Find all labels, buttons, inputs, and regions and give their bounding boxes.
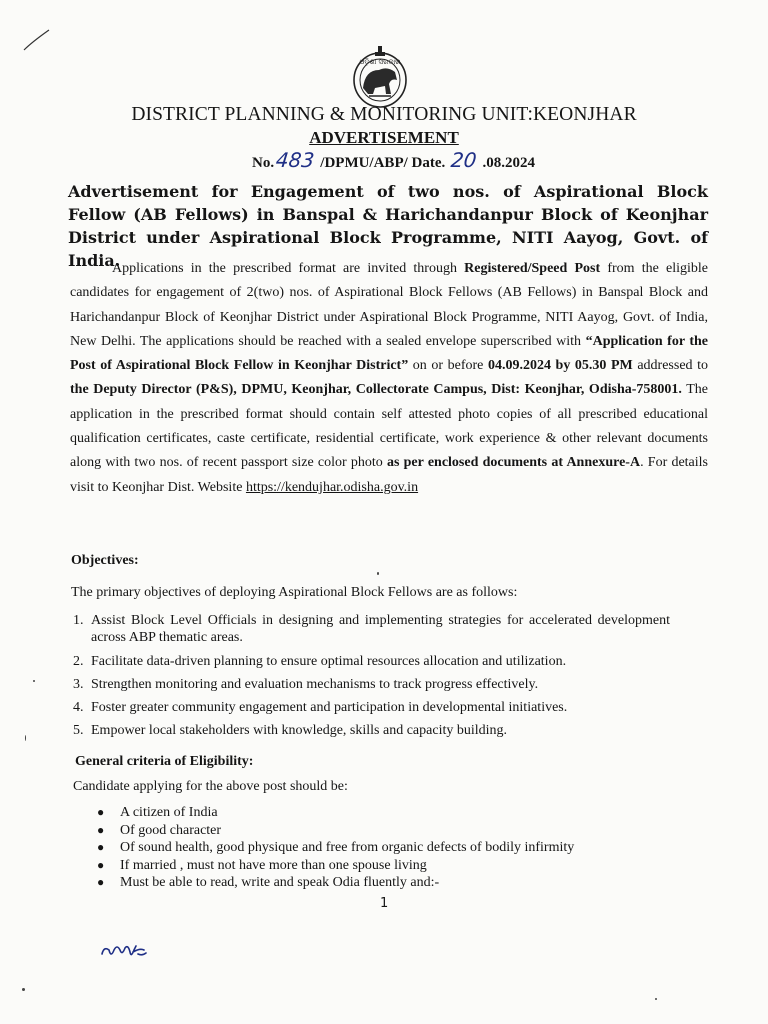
eligibility-intro: Candidate applying for the above post should be:	[73, 779, 348, 794]
ref-prefix: No.	[252, 155, 275, 171]
objective-number: 4.	[73, 700, 84, 715]
objective-number: 3.	[73, 677, 84, 692]
signature-initials-icon	[100, 938, 150, 964]
handwritten-date-day: 20	[449, 148, 478, 172]
eligibility-item	[96, 874, 574, 892]
eligibility-item	[96, 857, 574, 875]
pen-mark-icon	[22, 28, 52, 52]
eligibility-item	[96, 839, 574, 857]
advertisement-subject: Advertisement for Engagement of two nos. of Aspirational Block Fellow (AB Fellows) in Banspal & Harichandanpur Block of Keonjhar District under Aspirational Block Programme, NITI Aayog, Govt. of India.	[68, 182, 708, 270]
objective-number: 5.	[73, 723, 84, 738]
objective-item	[70, 699, 670, 716]
para-bold-post-mode: Registered/Speed Post	[464, 261, 601, 276]
emblem-caption: ଓଡ଼ିଶା ସରକାର	[359, 58, 401, 66]
bullet-icon: ●	[97, 857, 105, 872]
paper-speck	[22, 988, 25, 991]
paper-speck	[33, 680, 35, 682]
advertisement-heading: ADVERTISEMENT	[309, 128, 459, 147]
para-text: The application in the prescribed format should contain self attested photo copies of all prescribed educational qualification certificates, caste certificate, residential certificate, work experience & other relevant documents along with two nos. of recent passport size color photo	[70, 382, 708, 471]
objective-text: Foster greater community engagement and participation in developmental initiatives.	[91, 700, 568, 715]
objectives-heading: Objectives:	[71, 553, 139, 568]
office-title: DISTRICT PLANNING & MONITORING UNIT:KEONJHAR	[131, 104, 637, 125]
bullet-icon: ●	[97, 840, 105, 855]
objective-item	[70, 653, 670, 670]
district-website-link[interactable]: https://kendujhar.odisha.gov.in	[245, 479, 419, 495]
para-bold-envelope-title: “Application for the Post of Aspirational Block Fellow in Keonjhar District”	[70, 333, 708, 374]
objective-item	[70, 676, 670, 693]
objective-text: Strengthen monitoring and evaluation mechanisms to track progress effectively.	[91, 677, 539, 692]
objective-text: Assist Block Level Officials in designing and implementing strategies for accelerated development across ABP thematic areas.	[91, 613, 670, 645]
eligibility-item	[96, 822, 574, 840]
intro-paragraph	[70, 257, 708, 500]
ref-middle: /DPMU/ABP/ Date.	[320, 155, 446, 171]
emblem-icon	[345, 40, 415, 112]
paper-speck	[377, 572, 379, 575]
eligibility-item	[96, 804, 574, 822]
objective-text: Empower local stakeholders with knowledge, skills and capacity building.	[91, 723, 508, 738]
eligibility-text: Of sound health, good physique and free from organic defects of bodily infirmity	[120, 840, 575, 856]
objective-number: 2.	[73, 654, 84, 669]
handwritten-initials	[100, 938, 150, 969]
paper-speck	[655, 998, 657, 1000]
objectives-intro: The primary objectives of deploying Aspirational Block Fellows are as follows:	[71, 585, 518, 600]
odisha-emblem	[345, 40, 415, 112]
eligibility-list	[96, 804, 574, 892]
para-bold-deadline: 04.09.2024 by 05.30 PM	[487, 358, 633, 374]
para-bold-annexure: as per enclosed documents at Annexure-A	[386, 455, 641, 471]
objective-item	[70, 722, 670, 739]
para-text: addressed to	[632, 358, 708, 374]
reference-number-line	[252, 148, 535, 172]
handwritten-ref-number: 483	[274, 148, 316, 172]
objective-text: Facilitate data-driven planning to ensure optimal resources allocation and utilization.	[91, 654, 567, 669]
para-text: on or before	[408, 358, 488, 374]
para-text: Applications in the prescribed format are invited through	[112, 261, 465, 276]
objective-item	[70, 612, 670, 646]
bullet-icon: ●	[97, 805, 105, 819]
ref-suffix: .08.2024	[482, 155, 535, 171]
objective-number: 1.	[73, 613, 84, 628]
objectives-list	[70, 612, 670, 745]
bullet-icon: ●	[97, 822, 105, 837]
paper-speck	[25, 735, 26, 741]
para-text: . For details visit to Keonjhar Dist. Website	[70, 455, 708, 495]
eligibility-text: A citizen of India	[120, 805, 218, 820]
eligibility-text: Must be able to read, write and speak Odia fluently and:-	[120, 875, 440, 891]
bullet-icon: ●	[97, 875, 105, 890]
page-number: 1	[380, 896, 389, 911]
eligibility-text: If married , must not have more than one spouse living	[120, 857, 427, 873]
eligibility-heading: General criteria of Eligibility:	[75, 754, 254, 769]
para-bold-address: the Deputy Director (P&S), DPMU, Keonjhar, Collectorate Campus, Dist: Keonjhar, Odisha-758001.	[70, 382, 682, 398]
para-text: from the eligible candidates for engagement of 2(two) nos. of Aspirational Block Fellows (AB Fellows) in Banspal Block and Harichandanpur Block of Keonjhar District under Aspirational Block Programme, NITI Aayog, Govt. of India, New Delhi. The applications should be reached with a sealed envelope superscribed with	[70, 261, 708, 349]
eligibility-text: Of good character	[120, 822, 222, 838]
